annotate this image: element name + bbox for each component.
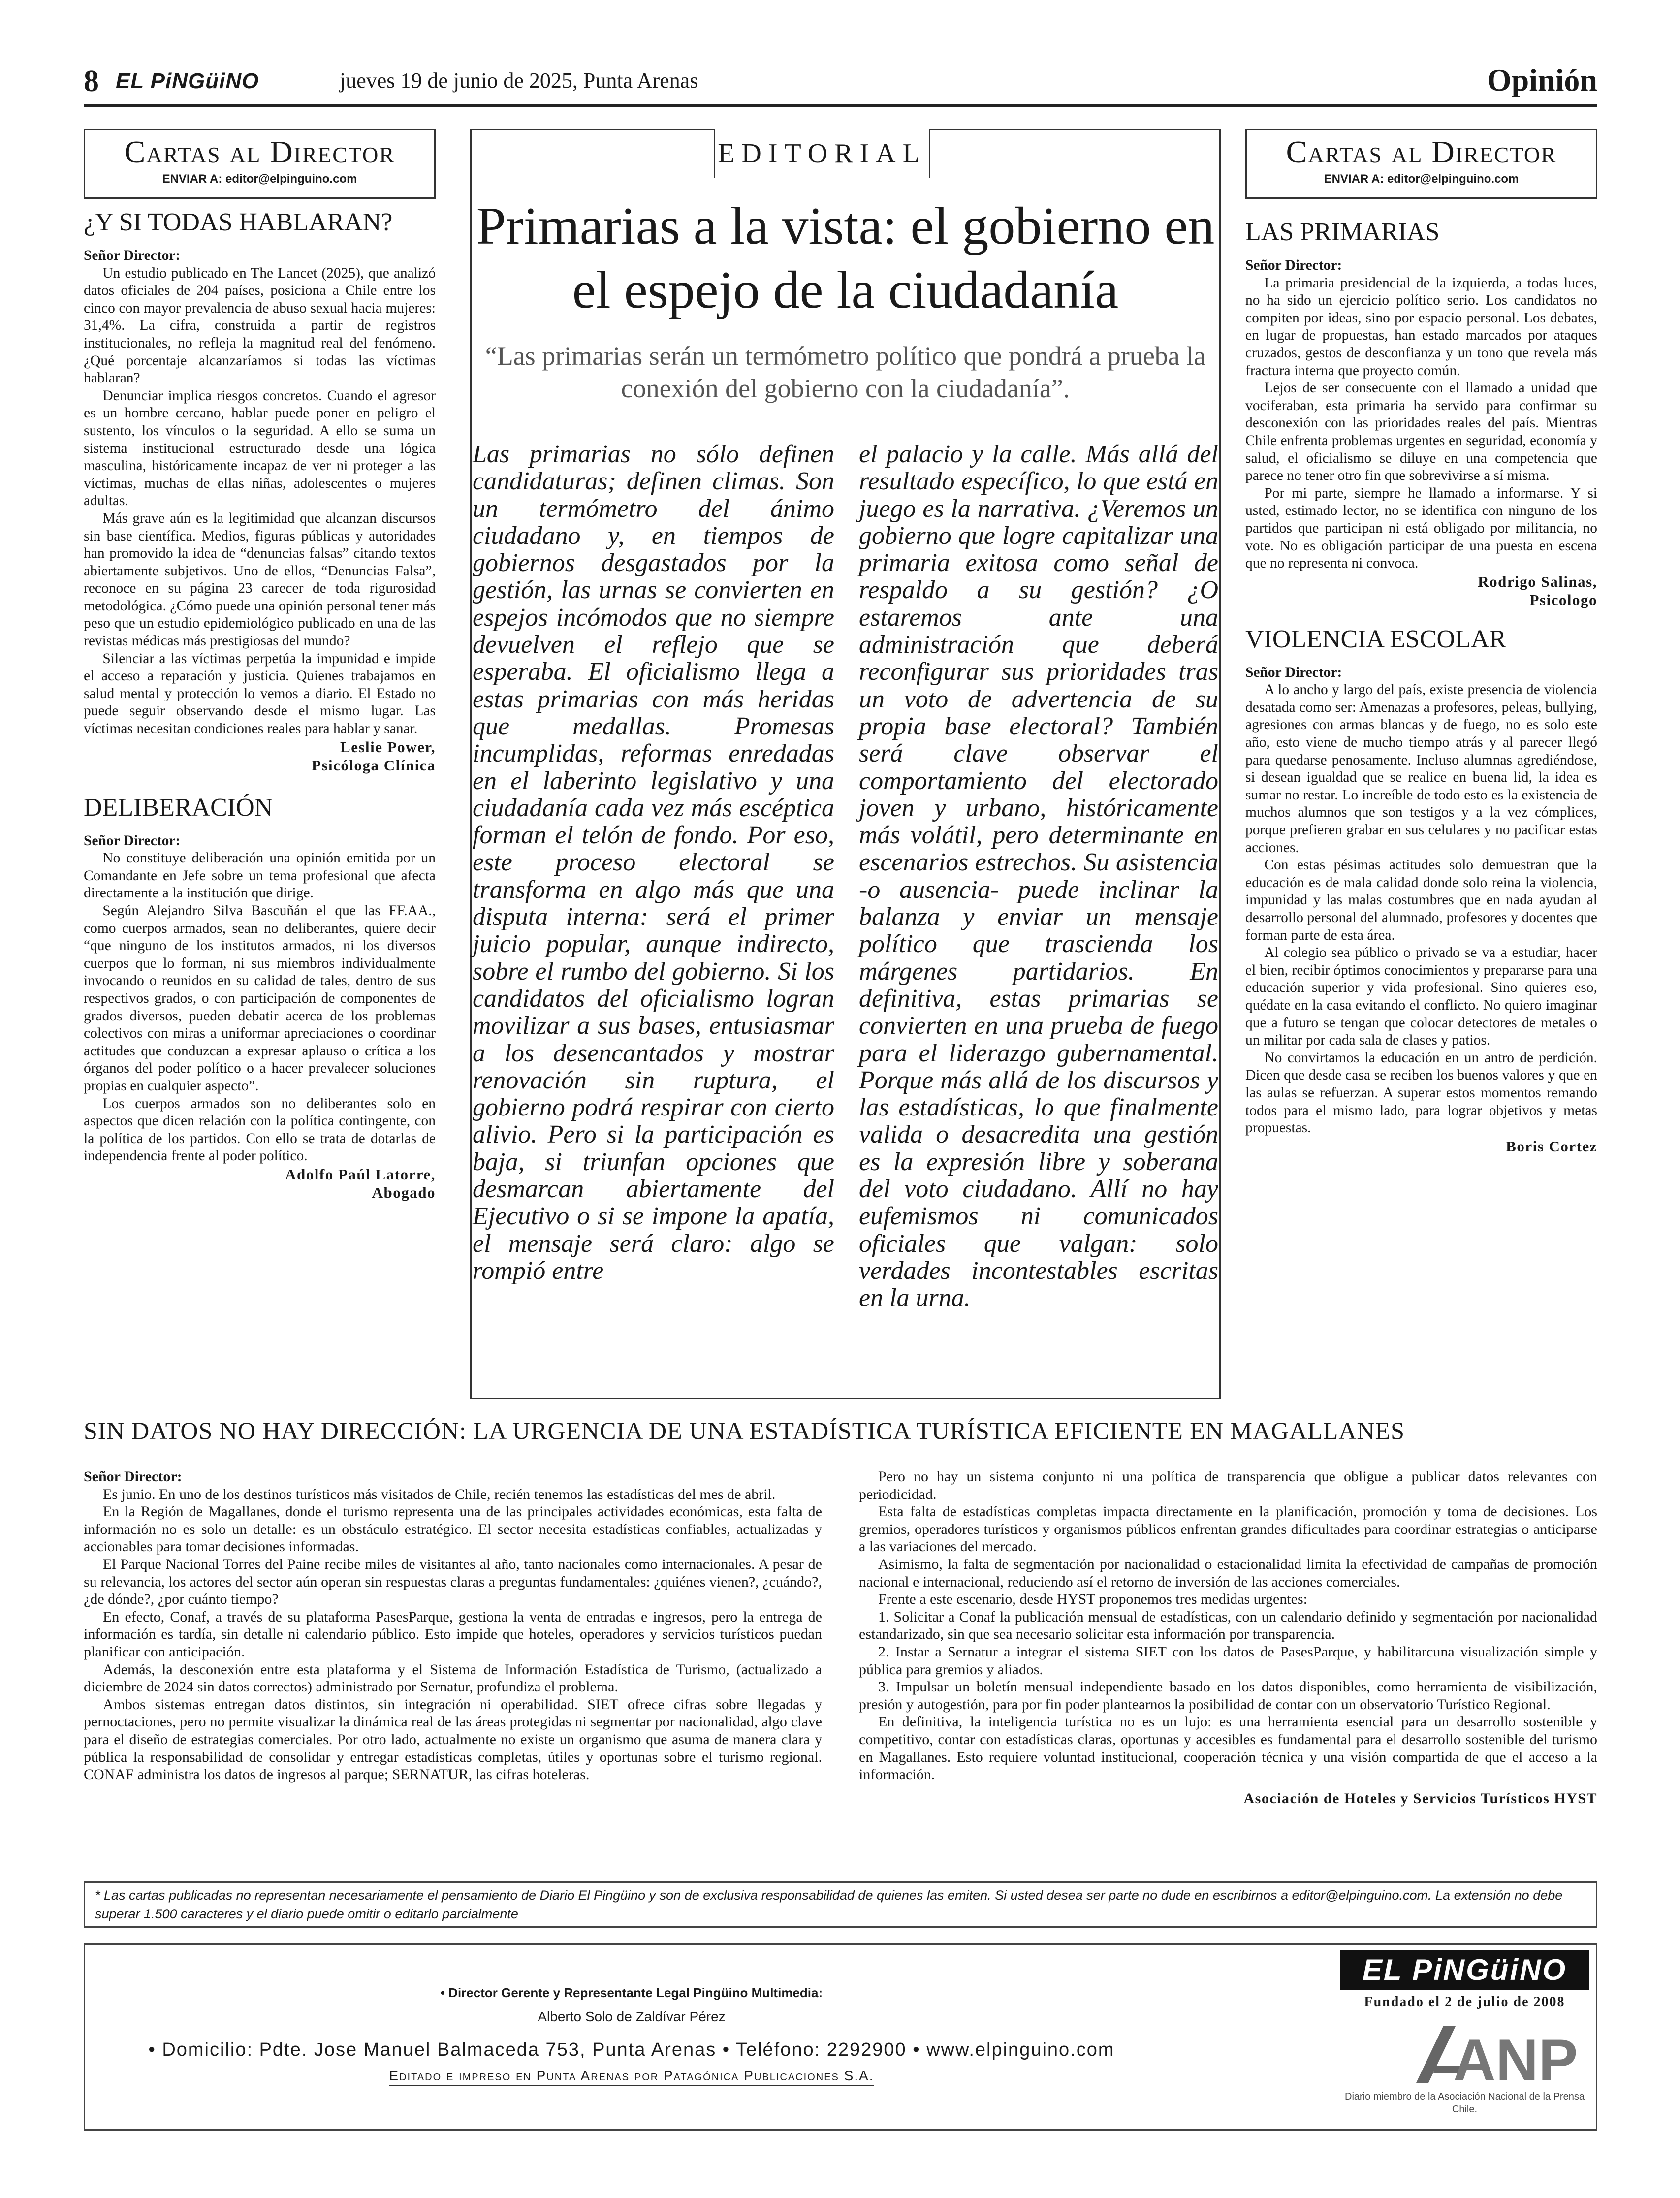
letter-signature-role: Psicóloga Clínica (312, 756, 436, 774)
letter-paragraph: Además, la desconexión entre esta plataforma y el Sistema de Información Estadística de Turismo, (actualizado a diciembre de 2024 sin datos correctos) administrado por Sernatur, profundiza el problema. (84, 1661, 822, 1695)
letter-signature-name: Adolfo Paúl Latorre, (285, 1165, 436, 1183)
newspaper-logo: EL PiNGüiNO (1340, 1950, 1589, 1990)
letter-heading: VIOLENCIA ESCOLAR (1245, 625, 1507, 653)
publisher-address: • Domicilio: Pdte. Jose Manuel Balmaceda 753, Punta Arenas • Teléfono: 2292900 • www.elpinguino.com (148, 2039, 1115, 2060)
letter-paragraph: No convirtamos la educación en un antro de perdición. Dicen que desde casa se reciben los buenos valores y que en las aulas se refuerzan. A superar estos momentos remando todos para el mismo lado, para lograr objetivos y metas propuestas. (1245, 1050, 1597, 1136)
letter-paragraph: Un estudio publicado en The Lancet (2025), que analizó datos oficiales de 204 países, posiciona a Chile entre los cinco con mayor prevalencia de abuso sexual hacia mujeres: 31,4%. La cifra, construida a partir de registros institucionales, no refleja la magnitud real del fenómeno. ¿Qué porcentaje alcanzaríamos si todas las víctimas hablaran? (84, 265, 436, 386)
bottom-letter-heading: SIN DATOS NO HAY DIRECCIÓN: LA URGENCIA DE UNA ESTADÍSTICA TURÍSTICA EFICIENTE EN MAGALLANES (84, 1417, 1405, 1444)
letter-paragraph: La primaria presidencial de la izquierda, a todas luces, no ha sido un ejercicio político serio. Los candidatos no compiten por ideas, sino por espacio personal. Los debates, en lugar de propuestas, han estado marcados por ataques cruzados, gestos de desconfianza y un tono que revela más fractura interna que proyecto común. (1245, 275, 1597, 379)
director-name: Alberto Solo de Zaldívar Pérez (538, 2009, 726, 2024)
anp-logo-letters: ANP (1453, 2027, 1578, 2093)
anp-logo-icon (1406, 2019, 1578, 2093)
letter-paragraph: 2. Instar a Sernatur a integrar el sistema SIET con los datos de PasesParque, y habilitarcuna visualización simple y pública para gremios y aliados. (859, 1643, 1597, 1678)
letter-paragraph: Los cuerpos armados son no deliberantes solo en aspectos que dicen relación con la política contingente, con la política de los partidos. Con ello se trata de dotarlas de independencia frente al poder político. (84, 1095, 436, 1164)
editorial-label: EDITORIAL (714, 129, 930, 178)
letter-paragraph: Esta falta de estadísticas completas impacta directamente en la planificación, promoción y toma de decisiones. Los gremios, operadores turísticos y organismos públicos enfrentan grandes dificultades para coordinar estrategias o anticiparse a las variaciones del mercado. (859, 1503, 1597, 1555)
page-header (84, 64, 1597, 103)
letter-heading: LAS PRIMARIAS (1245, 218, 1440, 246)
publisher-note (85, 2068, 1178, 2084)
letter-paragraph: Al colegio sea público o privado se va a estudiar, hacer el bien, recibir óptimos conocimientos y prepararse para una educación superior y vida profesional. Sino quieres eso, quédate en la casa evitando el conflicto. No quiero imaginar que a futuro se tengan que colocar detectores de metales o un militar por cada sala de clases y patios. (1245, 945, 1597, 1049)
letter-paragraph: A lo ancho y largo del país, existe presencia de violencia desatada como ser: Amenazas a profesores, peleas, bullying, agresiones con armas blancas y de fuego, no es solo este año, esto viene de mucho tiempo atrás y al parecer llegó para quedarse penosamente. Incluso alumnas agrediéndose, si desean igualdad que se realice en buena lid, la idea es sumar no restar. Lo increíble de todo esto es la existencia de muchos alumnos que son testigos y a la vez cómplices, porque prefieren grabar en sus celulares y no pacificar estas acciones. (1245, 682, 1597, 856)
bottom-letter-column-2 (859, 1468, 1597, 1808)
letter-signature-name: Leslie Power, (340, 738, 436, 756)
anp-member-text: Diario miembro de la Asociación Nacional de la Prensa Chile. (1345, 2091, 1585, 2115)
letter-signature-name: Rodrigo Salinas, (1478, 573, 1597, 590)
editorial-top-rule (470, 129, 714, 130)
letters-box-email: ENVIAR A: editor@elpinguino.com (1324, 172, 1519, 186)
editorial-top-rule (930, 129, 1221, 130)
bottom-letter-signature: Asociación de Hoteles y Servicios Turísticos HYST (1243, 1790, 1597, 1807)
letter-heading: ¿Y SI TODAS HABLARAN? (84, 208, 393, 236)
letters-box-title: Cartas al Director (124, 134, 395, 169)
bottom-letter-column-1 (84, 1468, 822, 1784)
letter-paragraph: Es junio. En uno de los destinos turísticos más visitados de Chile, recién tenemos las estadísticas del mes de abril. (103, 1486, 776, 1502)
founded-date: Fundado el 2 de julio de 2008 (1364, 1994, 1565, 2009)
letter-salutation: Señor Director: (84, 248, 181, 263)
letter-paragraph: Denunciar implica riesgos concretos. Cuando el agresor es un hombre cercano, hablar puede poner en peligro el sustento, los vínculos o la seguridad. A ello se suma un sistema institucional estructurado desde una lógica masculina, históricamente incapaz de ver ni proteger a las víctimas, muchas de ellas niñas, adolescentes o mujeres adultas. (84, 387, 436, 509)
letters-box-right (1245, 129, 1597, 199)
section-name: Opinión (1487, 63, 1597, 97)
letter-paragraph: Con estas pésimas actitudes solo demuestran que la educación es de mala calidad donde solo reina la violencia, impunidad y las malas costumbres que en nada ayudan al desarrollo personal del alumnado, profesores y docentes que forman parte de esta área. (1245, 857, 1597, 943)
editorial-column-1: Las primarias no sólo definen candidaturas; definen climas. Son un termómetro del ánimo ciudadano y, en tiempos de gobiernos desgastados por la gestión, las urnas se convierten en espejos incómodos que no siempre devuelven el reflejo que se esperaba. El oficialismo llega a estas primarias con más heridas que medallas. Promesas incumplidas, reformas enredadas en el laberinto legislativo y una ciudadanía cada vez más escéptica forman el telón de fondo. Por eso, este proceso electoral se transforma en algo más que una disputa interna: será el primer juicio popular, aunque indirecto, sobre el rumbo del gobierno. Si los candidatos del oficialismo logran movilizar a sus bases, entusiasmar a los desencantados y mostrar renovación sin ruptura, el gobierno podrá respirar con cierto alivio. Pero si la participación es baja, si triunfan opciones que desmarcan abiertamente del Ejecutivo o si se impone la apatía, el mensaje será claro: algo se rompió entre (473, 440, 834, 1285)
issue-date: jueves 19 de junio de 2025, Punta Arenas (340, 68, 698, 93)
letter-paragraph: Por mi parte, siempre he llamado a informarse. Y si usted, estimado lector, no se identifica con ninguno de los partidos que participan ni está obligado por militancia, no vote. No es obligación participar de una puesta en escena que no representa ni convoca. (1245, 485, 1597, 572)
letters-box-title: Cartas al Director (1286, 134, 1557, 169)
editorial-title: Primarias a la vista: el gobierno en el espejo de la ciudadanía (476, 197, 1215, 319)
letter-paragraph: En la Región de Magallanes, donde el turismo representa una de las principales actividades económicas, esta falta de información no es solo un detalle: es un obstáculo estratégico. El sector necesita estadísticas confiables, actualizadas y accionables para tomar decisiones informadas. (84, 1503, 822, 1555)
letter-paragraph: Pero no hay un sistema conjunto ni una política de transparencia que obligue a publicar datos relevantes con periodicidad. (859, 1468, 1597, 1502)
letter-salutation: Señor Director: (84, 832, 181, 849)
letter-signature-name: Boris Cortez (1506, 1137, 1597, 1155)
letters-box-left (84, 129, 436, 199)
letter-salutation: Señor Director: (1245, 664, 1342, 680)
imprint-footer (84, 1943, 1597, 2131)
letter-heading: DELIBERACIÓN (84, 793, 273, 822)
letter-paragraph: En efecto, Conaf, a través de su plataforma PasesParque, gestiona la venta de entradas e ingresos, pero la entrega de información es tardía, sin detalle ni calendario público. Esto impide que hoteles, operadores y servicios turísticos puedan planificar con anticipación. (84, 1608, 822, 1660)
letter-paragraph: El Parque Nacional Torres del Paine recibe miles de visitantes al año, tanto nacionales como internacionales. A pesar de su relevancia, los actores del sector aún operan sin respuestas claras a preguntas fundamentales: ¿quiénes vienen?, ¿cuándo?, ¿de dónde?, ¿por cuánto tiempo? (84, 1556, 822, 1608)
disclaimer-note: * Las cartas publicadas no representan necesariamente el pensamiento de Diario El Pingüino y son de exclusiva responsabilidad de quienes las emiten. Si usted desea ser parte no dude en escribirnos a editor@elpinguino.com. La extensión no debe superar 1.500 caracteres y el diario puede omitir o editarlo parcialmente (84, 1881, 1597, 1928)
letter-paragraph: Silenciar a las víctimas perpetúa la impunidad e impide el acceso a reparación y justicia. Quienes trabajamos en salud mental y protección lo vemos a diario. El Estado no puede seguir observando desde el mismo lugar. Las víctimas necesitan condiciones reales para hablar y sanar. (84, 650, 436, 737)
director-label: • Director Gerente y Representante Legal Pingüino Multimedia: (440, 1985, 823, 2000)
editorial-pull-quote: “Las primarias serán un termómetro político que pondrá a prueba la conexión del gobierno con la ciudadanía”. (485, 341, 1206, 403)
letter-paragraph: Más grave aún es la legitimidad que alcanzan discursos sin base científica. Medios, figuras públicas y autoridades han promovido la idea de “denuncias falsas” citando textos abiertamente subjetivos. Uno de ellos, “Denuncias Falsa”, reconoce en su página 23 carecer de toda rigurosidad metodológica. ¿Cómo puede una opinión personal tener más peso que un estudio epidemiológico publicado en una de las revistas médicas más prestigiosas del mundo? (84, 510, 436, 649)
publisher-note-text: Editado e impreso en Punta Arenas por Patagónica Publicaciones S.A. (389, 2068, 874, 2086)
right-letters-column (1245, 217, 1597, 1155)
letter-paragraph: Ambos sistemas entregan datos distintos, sin integración ni operabilidad. SIET ofrece cifras sobre llegadas y pernoctaciones, pero no permite visualizar la dinámica real de las áreas protegidas ni segmentar por nacionalidad, algo clave para el diseño de estrategias comerciales. Por otro lado, actualmente no existe un organismo que asuma de manera clara y pública la responsabilidad de consolidar y entregar estadísticas completas, útiles y oportunas sobre el turismo regional. CONAF administra los datos de ingresos al parque; SERNATUR, las cifras hoteleras. (84, 1696, 822, 1783)
letter-salutation: Señor Director: (84, 1468, 182, 1485)
letter-paragraph: Asimismo, la falta de segmentación por nacionalidad o estacionalidad limita la efectividad de campañas de promoción nacional e internacional, reduciendo así el retorno de inversión de las acciones comerciales. (859, 1556, 1597, 1590)
letter-signature-role: Abogado (372, 1183, 436, 1201)
letter-paragraph: No constituye deliberación una opinión emitida por un Comandante en Jefe sobre un tema profesional que afecta directamente a la institución que dirige. (84, 850, 436, 901)
letter-paragraph: Lejos de ser consecuente con el llamado a unidad que vociferaban, esta primaria ha servido para confirmar su desconexión con las prioridades reales del país. Mientras Chile enfrenta problemas urgentes en seguridad, economía y salud, el oficialismo se diluye en una competencia que parece no tener otro fin que sobrevivirse a sí misma. (1245, 380, 1597, 484)
header-rule (84, 104, 1597, 107)
letter-paragraph: 1. Solicitar a Conaf la publicación mensual de estadísticas, con un calendario definido y segmentación por nacionalidad estandarizado, sin que sea necesario solicitar esta información por transparencia. (859, 1608, 1597, 1643)
letter-signature-role: Psicologo (1529, 591, 1597, 608)
letter-paragraph: En definitiva, la inteligencia turística no es un lujo: es una herramienta esencial para un desarrollo sostenible y competitivo, contar con estadísticas claras, oportunas y accesibles es fundamental para el desarrollo sostenible del turismo en Magallanes. Esto requiere voluntad institucional, cooperación técnica y una visión compartida de que el acceso a la información. (859, 1714, 1597, 1783)
letter-salutation: Señor Director: (1245, 257, 1342, 273)
masthead-brand: EL PiNGüiNO (116, 69, 259, 93)
letter-paragraph: Frente a este escenario, desde HYST proponemos tres medidas urgentes: (878, 1591, 1307, 1608)
left-letters-column (84, 207, 436, 1202)
editorial-column-2: el palacio y la calle. Más allá del resultado específico, lo que está en juego es la narrativa. ¿Veremos un gobierno que logre capitalizar una primaria exitosa como señal de respaldo a su gestión? ¿O estaremos ante una administración que deberá reconfigurar sus prioridades tras un voto de advertencia de su propia base electoral? También será clave observar el comportamiento del electorado joven y urbano, históricamente más volátil, pero determinante en escenarios estrechos. Su asistencia -o ausencia- puede inclinar la balanza y enviar un mensaje político que trascienda los márgenes partidarios. En definitiva, estas primarias se convierten en una prueba de fuego para el liderazgo gubernamental. Porque más allá de los discursos y las estadísticas, lo que finalmente valida o desacredita una gestión es la expresión libre y soberana del voto ciudadano. Allí no hay eufemismos ni comunicados oficiales que valgan: solo verdades incontestables escritas en la urna. (859, 440, 1218, 1312)
letters-box-email: ENVIAR A: editor@elpinguino.com (162, 172, 357, 186)
letter-paragraph: 3. Impulsar un boletín mensual independiente basado en los datos disponibles, como herramienta de visibilización, presión y autogestión, para por fin poder plantearnos la posibilidad de contar con un observatorio Turístico Regional. (859, 1679, 1597, 1713)
page-number: 8 (84, 64, 99, 98)
letter-paragraph: Según Alejandro Silva Bascuñán el que las FF.AA., como cuerpos armados, sean no deliberantes, quiere decir “que ninguno de los institutos armados, ni los diversos cuerpos que lo forman, ni sus miembros individualmente invocando o reunidos en su calidad de tales, dentro de sus respectivos grados, o con participación de componentes de grados diversos, pueden debatir acerca de los problemas colectivos con miras a uniformar apreciaciones o coordinar actitudes que conduzcan a expresar aplauso o crítica a los órganos del poder político o a hacer prevalecer soluciones propias en cualquier aspecto”. (84, 903, 436, 1094)
